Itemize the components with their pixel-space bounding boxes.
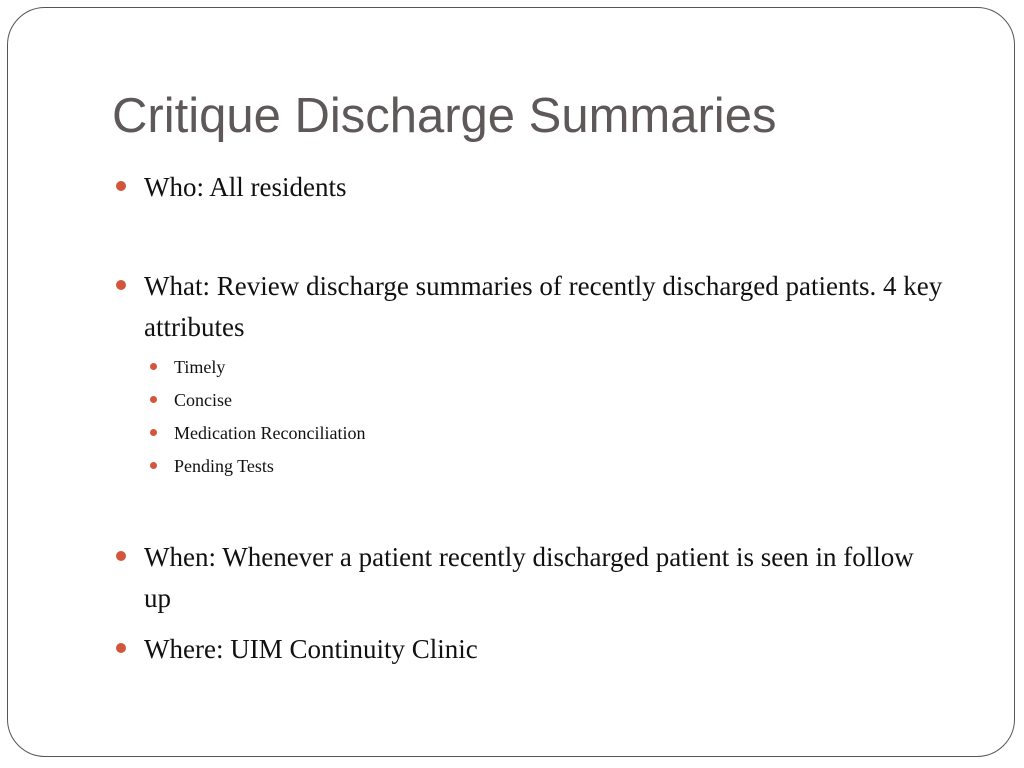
bullet-dot-icon	[116, 551, 126, 561]
bullet-what	[144, 266, 944, 348]
bullet-where	[144, 629, 944, 670]
bullet-text: Concise	[174, 390, 232, 410]
sub-bullet-concise	[174, 386, 774, 414]
bullet-dot-icon	[116, 643, 126, 653]
bullet-when	[144, 537, 944, 619]
bullet-text: Pending Tests	[174, 456, 274, 476]
bullet-text: Timely	[174, 357, 226, 377]
bullet-dot-icon	[150, 429, 157, 436]
bullet-who	[144, 167, 944, 208]
sub-bullet-medication-reconciliation	[174, 419, 774, 447]
bullet-text: What: Review discharge summaries of recently discharged patients. 4 key attributes	[144, 271, 943, 342]
bullet-text: Where: UIM Continuity Clinic	[144, 634, 478, 664]
bullet-text: Medication Reconciliation	[174, 423, 366, 443]
bullet-dot-icon	[150, 363, 157, 370]
sub-bullet-pending-tests	[174, 452, 774, 480]
bullet-dot-icon	[116, 280, 126, 290]
bullet-dot-icon	[116, 181, 126, 191]
sub-bullet-timely	[174, 353, 774, 381]
bullet-dot-icon	[150, 396, 157, 403]
slide-title: Critique Discharge Summaries	[112, 89, 777, 143]
bullet-dot-icon	[150, 462, 157, 469]
bullet-text: When: Whenever a patient recently discharged patient is seen in follow up	[144, 542, 914, 613]
bullet-text: Who: All residents	[144, 172, 347, 202]
